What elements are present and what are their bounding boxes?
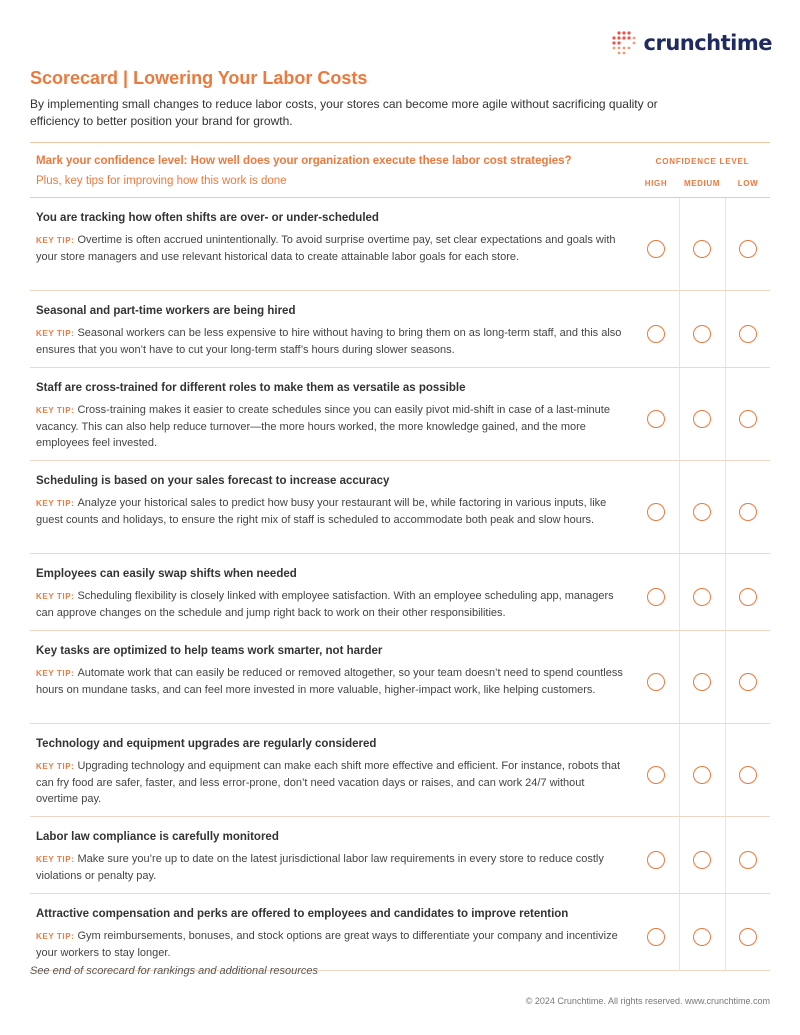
key-tip-label: KEY TIP: xyxy=(36,406,75,415)
confidence-low-radio[interactable] xyxy=(739,503,757,521)
column-divider xyxy=(725,894,726,970)
confidence-medium-radio[interactable] xyxy=(693,240,711,258)
key-tip-text: Overtime is often accrued unintentionally. To avoid surprise overtime pay, set clear expectations and goals with your store managers and use relevant historical data to create attainable labor goals for each store. xyxy=(36,234,616,263)
key-tip-text: Cross-training makes it easier to create schedules since you can easily pivot mid-shift in case of a last-minute vacancy. This can also help reduce turnover—the more hours worked, the more knowledge gained, and the more employees feel invested. xyxy=(36,404,610,449)
row-tip xyxy=(36,588,626,621)
table-row xyxy=(30,894,770,971)
row-content xyxy=(30,461,626,528)
footnote: See end of scorecard for rankings and additional resources xyxy=(30,965,319,977)
row-title: Key tasks are optimized to help teams work smarter, not harder xyxy=(36,645,383,657)
table-header xyxy=(30,142,770,198)
key-tip-label: KEY TIP: xyxy=(36,932,75,941)
column-divider xyxy=(725,554,726,630)
row-title: Employees can easily swap shifts when needed xyxy=(36,568,297,580)
column-divider xyxy=(725,461,726,553)
key-tip-label: KEY TIP: xyxy=(36,499,75,508)
column-divider xyxy=(679,554,680,630)
confidence-medium-radio[interactable] xyxy=(693,766,711,784)
confidence-high-radio[interactable] xyxy=(647,928,665,946)
row-title: Scheduling is based on your sales forecast to increase accuracy xyxy=(36,475,390,487)
table-row xyxy=(30,291,770,368)
key-tip-label: KEY TIP: xyxy=(36,236,75,245)
confidence-low-radio[interactable] xyxy=(739,673,757,691)
row-title: Labor law compliance is carefully monitored xyxy=(36,831,279,843)
confidence-low-radio[interactable] xyxy=(739,410,757,428)
key-tip-label: KEY TIP: xyxy=(36,762,75,771)
confidence-low-radio[interactable] xyxy=(739,766,757,784)
column-divider xyxy=(725,291,726,367)
confidence-low-radio[interactable] xyxy=(739,240,757,258)
confidence-high-radio[interactable] xyxy=(647,325,665,343)
row-title: Staff are cross-trained for different roles to make them as versatile as possible xyxy=(36,382,466,394)
confidence-high-radio[interactable] xyxy=(647,410,665,428)
confidence-medium-radio[interactable] xyxy=(693,851,711,869)
column-divider xyxy=(679,291,680,367)
confidence-medium-radio[interactable] xyxy=(693,928,711,946)
key-tip-label: KEY TIP: xyxy=(36,592,75,601)
key-tip-text: Scheduling flexibility is closely linked with employee satisfaction. With an employee scheduling app, managers can approve changes on the schedule and jump right back to work on their other responsibilities. xyxy=(36,590,614,619)
confidence-low-radio[interactable] xyxy=(739,588,757,606)
confidence-high-radio[interactable] xyxy=(647,240,665,258)
row-tip xyxy=(36,665,626,698)
column-divider xyxy=(725,631,726,723)
table-row xyxy=(30,817,770,894)
scorecard-rows xyxy=(30,198,770,971)
key-tip-text: Seasonal workers can be less expensive to hire without having to bring them on as long-term staff, and this also ensures that you won’t have to cut your long-term staff’s hours during slower seasons. xyxy=(36,327,622,356)
row-content xyxy=(30,724,626,807)
row-content xyxy=(30,368,626,451)
column-divider xyxy=(725,724,726,816)
confidence-high-radio[interactable] xyxy=(647,503,665,521)
column-medium: MEDIUM xyxy=(683,179,721,188)
table-row xyxy=(30,368,770,461)
confidence-high-radio[interactable] xyxy=(647,766,665,784)
brand-name: crunchtime xyxy=(643,31,772,55)
row-tip xyxy=(36,495,626,528)
confidence-medium-radio[interactable] xyxy=(693,588,711,606)
row-tip xyxy=(36,232,626,265)
confidence-high-radio[interactable] xyxy=(647,588,665,606)
row-title: Attractive compensation and perks are offered to employees and candidates to improve retention xyxy=(36,908,569,920)
column-divider xyxy=(679,817,680,893)
column-divider xyxy=(725,368,726,460)
brand-logo xyxy=(610,28,772,58)
row-content xyxy=(30,198,626,265)
dot-grid-logo-icon xyxy=(610,28,640,58)
row-content xyxy=(30,894,626,961)
key-tip-text: Upgrading technology and equipment can make each shift more effective and efficient. For instance, robots that can fry food are safer, faster, and less error-prone, don’t need vacation days or raises, and can work 24/7 without overtime pay. xyxy=(36,760,621,805)
table-row xyxy=(30,724,770,817)
key-tip-label: KEY TIP: xyxy=(36,669,75,678)
row-content xyxy=(30,554,626,621)
key-tip-label: KEY TIP: xyxy=(36,855,75,864)
scorecard-table xyxy=(30,142,770,971)
row-tip xyxy=(36,402,626,451)
confidence-level-label: CONFIDENCE LEVEL xyxy=(655,157,750,166)
column-high: HIGH xyxy=(644,179,668,188)
confidence-high-radio[interactable] xyxy=(647,673,665,691)
table-row xyxy=(30,461,770,554)
row-content xyxy=(30,291,626,358)
confidence-low-radio[interactable] xyxy=(739,851,757,869)
intro-text: By implementing small changes to reduce labor costs, your stores can become more agile without sacrificing quality or efficiency to better position your brand for growth. xyxy=(30,97,658,128)
key-tip-text: Automate work that can easily be reduced or removed altogether, so your team doesn’t need to spend countless hours on mundane tasks, and can feel more invested in more valuable, higher-impact work, like helping customers. xyxy=(36,667,623,696)
confidence-medium-radio[interactable] xyxy=(693,673,711,691)
column-divider xyxy=(679,631,680,723)
page-title: Scorecard | Lowering Your Labor Costs xyxy=(30,68,368,88)
table-row xyxy=(30,198,770,291)
key-tip-text: Analyze your historical sales to predict how busy your restaurant will be, while factoring in various inputs, like guest counts and holidays, to ensure the right mix of staff is scheduled to accommodate both peak and slow hours. xyxy=(36,497,607,526)
column-low: LOW xyxy=(737,179,759,188)
table-row xyxy=(30,554,770,631)
key-tip-label: KEY TIP: xyxy=(36,329,75,338)
header-subtitle: Plus, key tips for improving how this work is done xyxy=(36,175,287,187)
key-tip-text: Make sure you’re up to date on the latest jurisdictional labor law requirements in every store to reduce costly violations or penalty pay. xyxy=(36,853,604,882)
confidence-medium-radio[interactable] xyxy=(693,410,711,428)
column-divider xyxy=(679,894,680,970)
key-tip-text: Gym reimbursements, bonuses, and stock options are great ways to differentiate your company and incentivize your workers to stay longer. xyxy=(36,930,618,959)
confidence-low-radio[interactable] xyxy=(739,325,757,343)
row-title: Technology and equipment upgrades are regularly considered xyxy=(36,738,377,750)
confidence-medium-radio[interactable] xyxy=(693,325,711,343)
header-question: Mark your confidence level: How well does your organization execute these labor cost strategies? xyxy=(36,155,572,167)
confidence-medium-radio[interactable] xyxy=(693,503,711,521)
row-content xyxy=(30,631,626,698)
confidence-high-radio[interactable] xyxy=(647,851,665,869)
row-tip xyxy=(36,928,626,961)
column-divider xyxy=(679,198,680,290)
column-divider xyxy=(679,368,680,460)
row-title: You are tracking how often shifts are over- or under-scheduled xyxy=(36,212,379,224)
row-tip xyxy=(36,758,626,807)
row-title: Seasonal and part-time workers are being hired xyxy=(36,305,296,317)
column-divider xyxy=(679,724,680,816)
row-tip xyxy=(36,851,626,884)
column-divider xyxy=(679,461,680,553)
row-tip xyxy=(36,325,626,358)
row-content xyxy=(30,817,626,884)
copyright: © 2024 Crunchtime. All rights reserved. www.crunchtime.com xyxy=(525,996,770,1006)
column-divider xyxy=(725,817,726,893)
confidence-low-radio[interactable] xyxy=(739,928,757,946)
table-row xyxy=(30,631,770,724)
column-divider xyxy=(725,198,726,290)
